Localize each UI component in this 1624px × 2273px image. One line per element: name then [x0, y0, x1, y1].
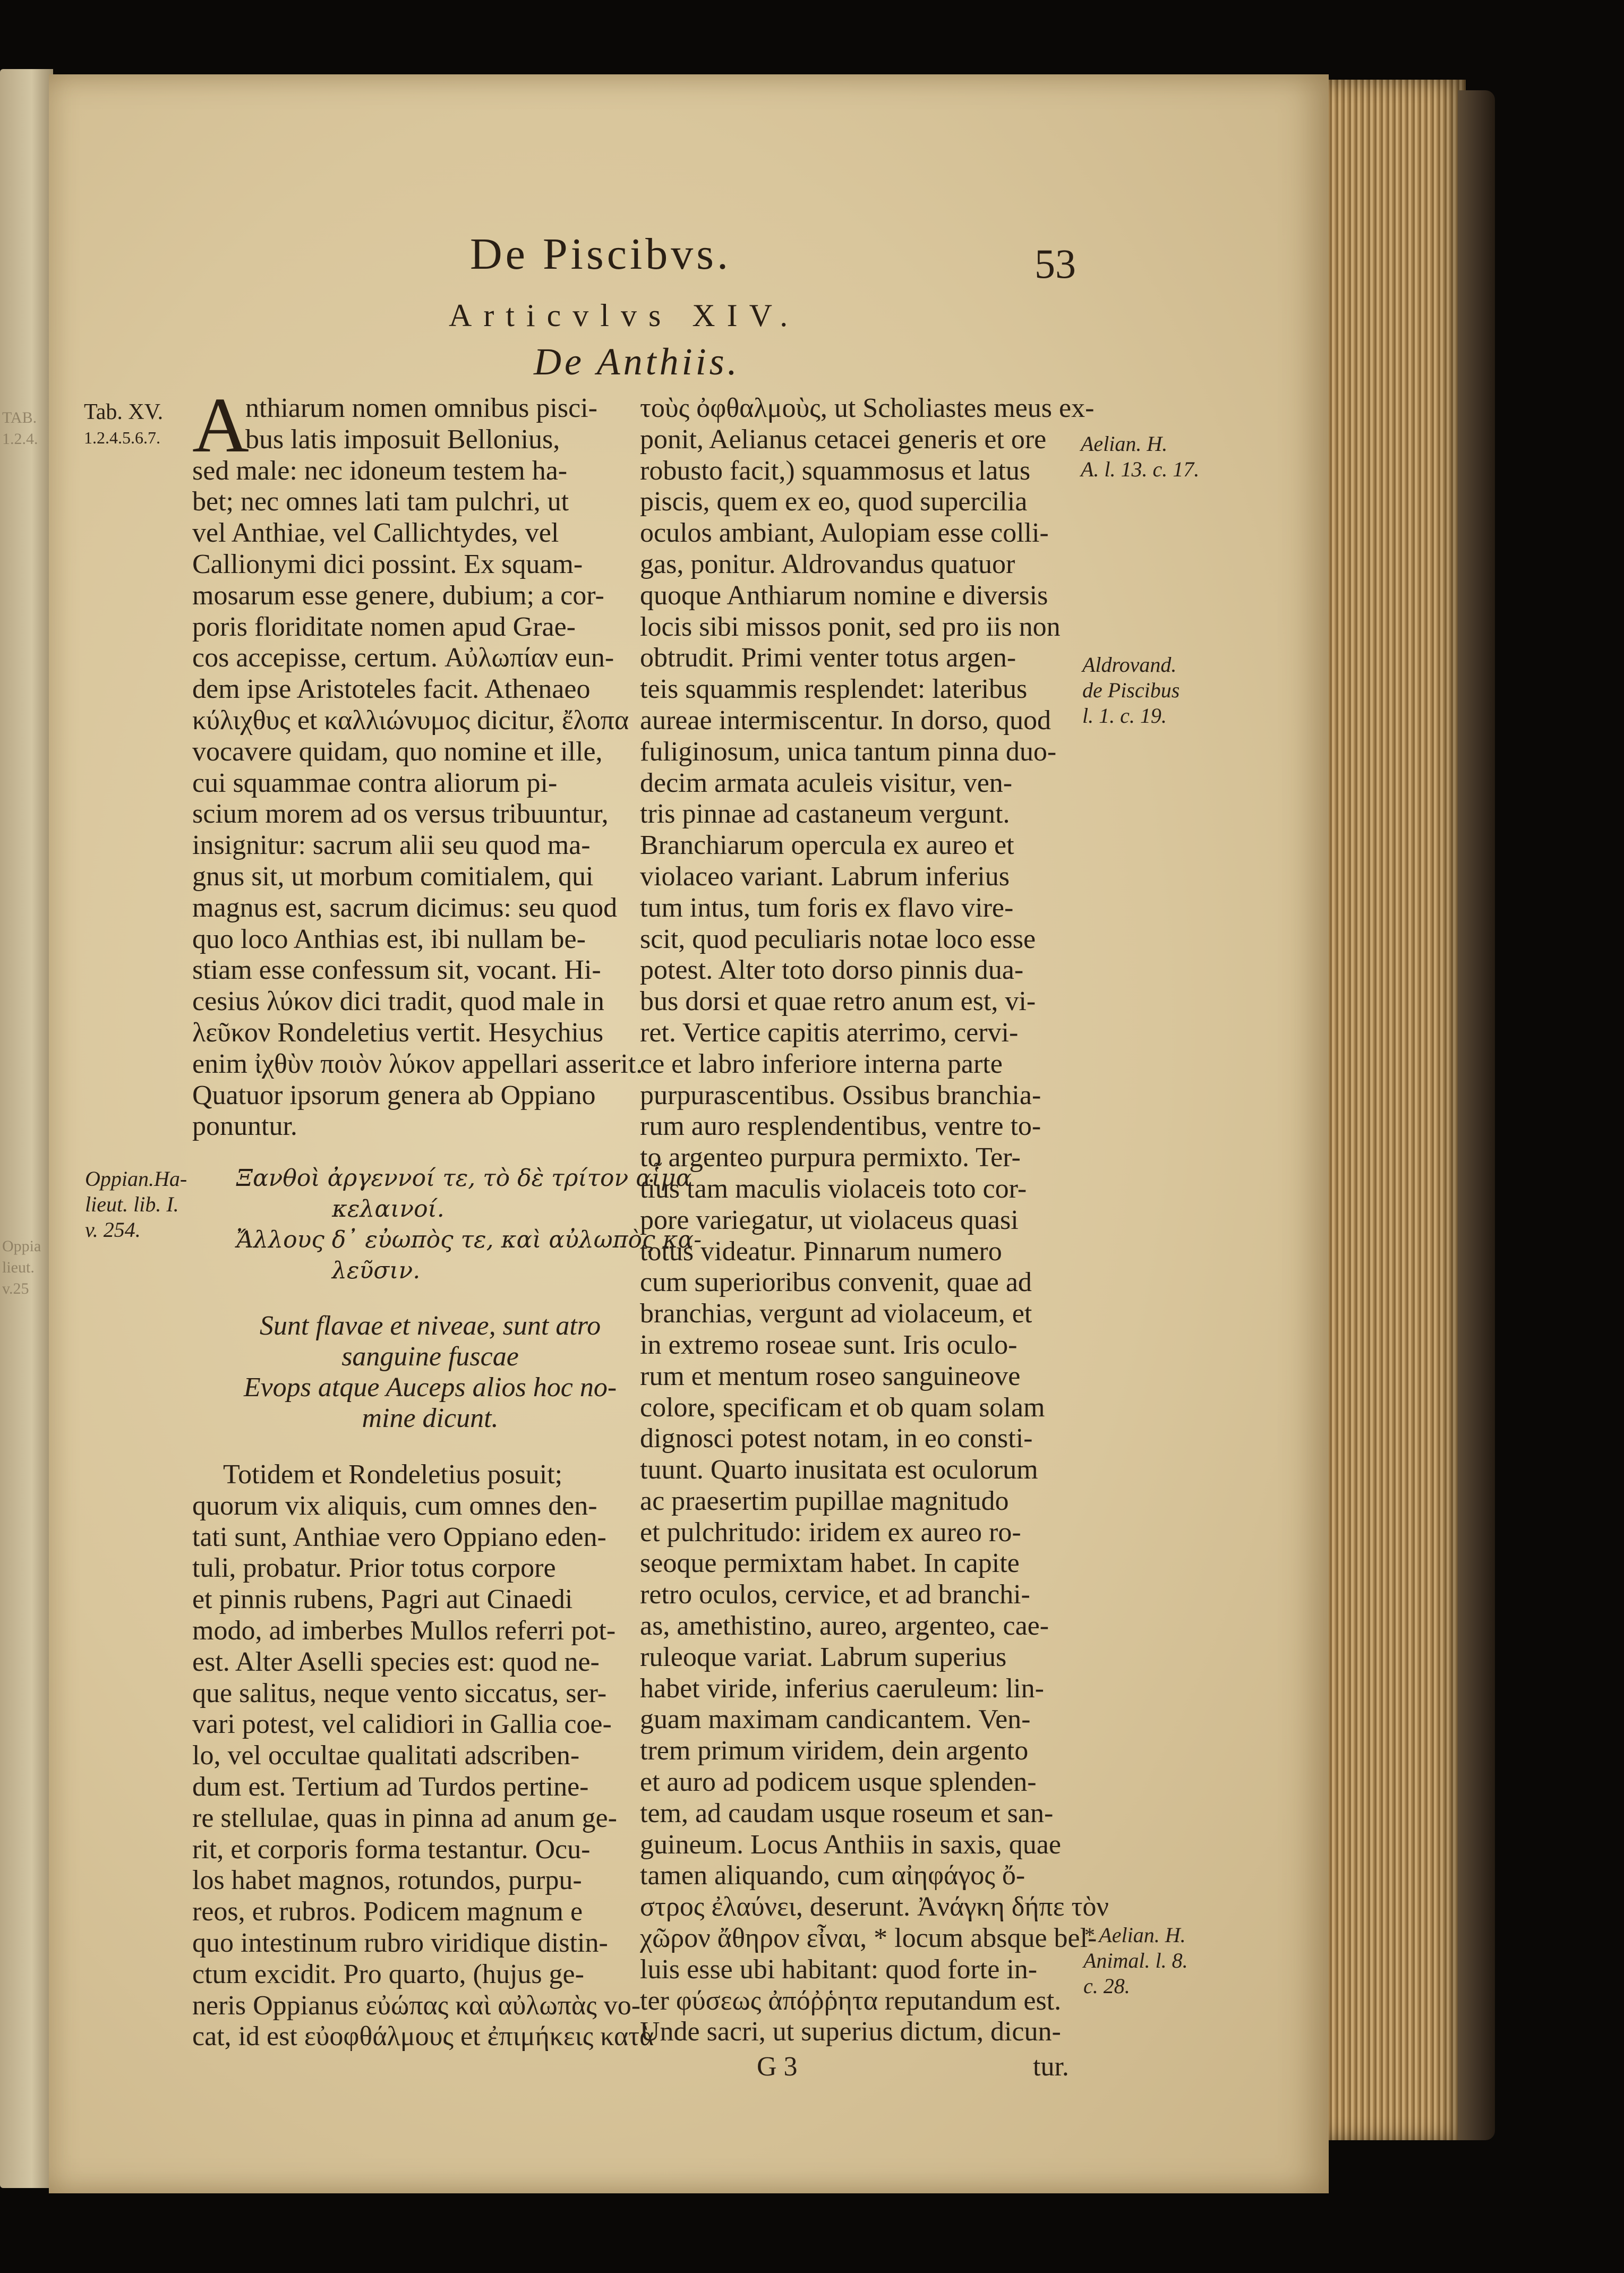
text-line: vocavere quidam, quo nomine et ille,: [192, 736, 603, 767]
text-line: bus dorsi et quae retro anum est, vi-: [640, 986, 1036, 1017]
text-line: re stellulae, quas in pinna ad anum ge-: [192, 1802, 617, 1833]
text-line: guam maximam candicantem. Ven-: [640, 1704, 1031, 1735]
text-line: tius tam maculis violaceis toto cor-: [640, 1173, 1027, 1204]
text-line: dum est. Tertium ad Turdos pertine-: [192, 1771, 589, 1802]
text-line: obtrudit. Primi venter totus argen-: [640, 643, 1016, 673]
text-line: as, amethistino, aureo, argenteo, cae-: [640, 1611, 1049, 1642]
text-line: colore, specificam et ob quam solam: [640, 1392, 1045, 1423]
left-page-fragment: TAB.: [2, 409, 37, 426]
text-line: neris Oppianus εὐώπας καὶ αὐλωπὰς vo-: [192, 1990, 641, 2021]
text-line: que salitus, neque vento siccatus, ser-: [192, 1678, 607, 1708]
text-line: cui squammae contra aliorum pi-: [192, 767, 558, 798]
margin-note-line: l. 1. c. 19.: [1082, 704, 1167, 728]
text-line: et pulchritudo: iridem ex aureo ro-: [640, 1517, 1021, 1548]
text-line: στρος ἐλαύνει, deserunt. Ἀνάγκη δήπε τὸν: [640, 1892, 1109, 1922]
text-line: modo, ad imberbes Mullos referri pot-: [192, 1615, 616, 1646]
text-line: piscis, quem ex eo, quod supercilia: [640, 486, 1028, 517]
text-line: cum superioribus convenit, quae ad: [640, 1267, 1032, 1298]
text-line: luis esse ubi habitant: quod forte in-: [640, 1954, 1038, 1985]
book-cover-edge: [1458, 90, 1495, 2140]
margin-note-line: Aldrovand.: [1082, 653, 1177, 677]
text-line: mosarum esse genere, dubium; a cor-: [192, 580, 604, 611]
text-line: et auro ad podicem usque splenden-: [640, 1767, 1037, 1798]
text-line: dem ipse Aristoteles facit. Athenaeo: [192, 674, 591, 705]
text-line: magnus est, sacrum dicimus: seu quod: [192, 892, 618, 923]
text-line: decim armata aculeis visitur, ven-: [640, 767, 1013, 798]
greek-verse: [236, 1163, 702, 1286]
text-line: tati sunt, Anthiae vero Oppiano eden-: [192, 1522, 606, 1552]
verse-line: Sunt flavae et niveae, sunt atro: [259, 1311, 601, 1341]
left-page-fragment: Oppia: [2, 1237, 41, 1255]
margin-note-line: * Aelian. H.: [1083, 1923, 1186, 1947]
column-right-text: [640, 393, 1109, 2048]
text-line: λεῦκον Rondeletius vertit. Hesychius: [192, 1017, 604, 1048]
text-line: Unde sacri, ut superius dictum, dicun-: [640, 2016, 1061, 2047]
margin-note-line: de Piscibus: [1082, 678, 1180, 702]
text-line: aureae intermiscentur. In dorso, quod: [640, 705, 1051, 736]
text-line: vari potest, vel calidiori in Gallia coe-: [192, 1709, 612, 1740]
margin-note-oppian: [85, 1166, 187, 1243]
text-line: cat, id est εὐοφθάλμους et ἐπιμήκεις κατὰ: [192, 2021, 654, 2052]
text-line: sed male: nec idoneum testem ha-: [192, 455, 568, 486]
margin-note-line: Oppian.Ha-: [85, 1167, 187, 1191]
text-line: tamen aliquando, cum αἰηφάγος ὄ-: [640, 1860, 1025, 1891]
text-line: tem, ad caudam usque roseum et san-: [640, 1798, 1054, 1828]
text-line: quo intestinum rubro viridique distin-: [192, 1927, 608, 1958]
left-page-fragment: 1.2.4.: [2, 430, 38, 448]
text-line: teis squammis resplendet: lateribus: [640, 674, 1028, 705]
text-line: trem primum viridem, dein argento: [640, 1736, 1029, 1766]
margin-note-line: c. 28.: [1083, 1974, 1130, 1998]
text-line: rum auro resplendentibus, ventre to-: [640, 1111, 1041, 1142]
text-line: scit, quod peculiaris notae loco esse: [640, 924, 1036, 954]
text-line: violaceo variant. Labrum inferius: [640, 861, 1010, 892]
section-subtitle: De Anthiis.: [534, 340, 740, 383]
text-line: quorum vix aliquis, cum omnes den-: [192, 1490, 597, 1521]
text-line: cesius λύκον dici tradit, quod male in: [192, 986, 604, 1017]
text-line: fuliginosum, unica tantum pinna duo-: [640, 736, 1057, 767]
text-line: tuli, probatur. Prior totus corpore: [192, 1553, 556, 1584]
margin-note-line: lieut. lib. I.: [85, 1192, 179, 1216]
latin-verse: [234, 1311, 627, 1434]
page-number: 53: [1035, 241, 1076, 287]
text-line: pore variegatur, ut violaceus quasi: [640, 1204, 1019, 1235]
margin-note-line: A. l. 13. c. 17.: [1081, 457, 1200, 481]
text-line: in extremo roseae sunt. Iris oculo-: [640, 1329, 1018, 1360]
margin-note-line: Animal. l. 8.: [1083, 1949, 1188, 1972]
verse-line: Ἄλλους δ᾽ εὐωπὸς τε, καὶ αὐλωπὸς κα-: [236, 1226, 702, 1253]
text-line: tris pinnae ad castaneum vergunt.: [640, 799, 1010, 830]
margin-note-tab-figures: 1.2.4.5.6.7.: [84, 428, 160, 447]
margin-note-line: Aelian. H.: [1081, 432, 1168, 456]
text-line: purpurascentibus. Ossibus branchia-: [640, 1080, 1041, 1110]
text-line: locis sibi missos ponit, sed pro iis non: [640, 611, 1061, 642]
text-line: ret. Vertice capitis aterrimo, cervi-: [640, 1017, 1019, 1048]
text-line: dignosci potest notam, in eo consti-: [640, 1423, 1033, 1454]
text-line: tuunt. Quarto inusitata est oculorum: [640, 1455, 1038, 1485]
verse-line: Evops atque Auceps alios hoc no-: [243, 1372, 617, 1403]
text-line: robusto facit,) squammosus et latus: [640, 455, 1031, 486]
text-line: oculos ambiant, Aulopiam esse colli-: [640, 518, 1049, 549]
margin-note-tab: Tab. XV.: [84, 400, 164, 424]
text-line: bus latis imposuit Bellonius,: [245, 424, 560, 455]
text-line: ruleoque variat. Labrum superius: [640, 1642, 1007, 1672]
text-line: κύλιχθυς et καλλιώνυμος dicitur, ἔλοπα: [192, 705, 629, 736]
text-line: vel Anthiae, vel Callichtydes, vel: [192, 518, 559, 549]
text-line: retro oculos, cervice, et ad branchi-: [640, 1579, 1030, 1610]
text-line: ce et labro inferiore interna parte: [640, 1048, 1003, 1079]
text-line: insignitur: sacrum alii seu quod ma-: [192, 830, 591, 861]
text-line: ponuntur.: [192, 1111, 297, 1142]
text-line: los habet magnos, rotundos, purpu-: [192, 1865, 582, 1896]
text-line: ponit, Aelianus cetacei generis et ore: [640, 424, 1047, 455]
text-line: Totidem et Rondeletius posuit;: [223, 1459, 563, 1490]
text-line: gas, ponitur. Aldrovandus quatuor: [640, 549, 1015, 579]
text-line: habet viride, inferius caeruleum: lin-: [640, 1673, 1044, 1704]
text-line: lo, vel occultae qualitati adscriben-: [192, 1740, 580, 1771]
text-line: ter φύσεως ἀπόῤῥητα reputandum est.: [640, 1985, 1062, 2016]
text-line: Quatuor ipsorum genera ab Oppiano: [192, 1080, 596, 1110]
text-line: ctum excidit. Pro quarto, (hujus ge-: [192, 1959, 584, 1989]
text-line: poris floriditate nomen apud Grae-: [192, 611, 576, 642]
text-line: bet; nec omnes lati tam pulchri, ut: [192, 486, 569, 517]
text-line: est. Alter Aselli species est: quod ne-: [192, 1646, 600, 1677]
text-line: branchias, vergunt ad violaceum, et: [640, 1298, 1032, 1329]
left-page-fragment: lieut.: [2, 1259, 35, 1276]
catchword: tur.: [1033, 2052, 1069, 2082]
text-line: potest. Alter toto dorso pinnis dua-: [640, 955, 1024, 986]
text-line: reos, et rubros. Podicem magnum e: [192, 1896, 583, 1927]
margin-note-line: v. 254.: [85, 1218, 141, 1242]
text-line: rum et mentum roseo sanguineove: [640, 1361, 1021, 1391]
column-left-text-continued: [192, 1459, 654, 2053]
text-line: gnus sit, ut morbum comitialem, qui: [192, 861, 594, 892]
text-line: enim ἰχθὺν ποιὸν λύκον appellari asserit.: [192, 1048, 643, 1079]
text-line: rit, et corporis forma testantur. Ocu-: [192, 1834, 591, 1865]
drop-cap: A: [192, 382, 249, 469]
verse-line: mine dicunt.: [362, 1403, 499, 1433]
verse-line: λεῦσιν.: [332, 1257, 421, 1284]
verse-line: sanguine fuscae: [341, 1341, 519, 1372]
text-line: to argenteo purpura permixto. Ter-: [640, 1142, 1021, 1173]
previous-page-edge: [0, 69, 53, 2188]
text-line: Branchiarum opercula ex aureo et: [640, 830, 1014, 861]
text-line: ac praesertim pupillae magnitudo: [640, 1485, 1009, 1516]
text-line: seoque permixtam habet. In capite: [640, 1548, 1020, 1579]
verse-line: Ξανθοὶ ἀργεννοί τε, τὸ δὲ τρίτον αἷμα: [236, 1165, 692, 1192]
text-line: quoque Anthiarum nomine e diversis: [640, 580, 1048, 611]
book-fore-edge: [1317, 80, 1466, 2140]
text-line: quo loco Anthias est, ibi nullam be-: [192, 924, 586, 954]
text-line: Callionymi dici possint. Ex squam-: [192, 549, 583, 579]
text-line: guineum. Locus Anthiis in saxis, quae: [640, 1829, 1061, 1860]
text-line: tum intus, tum foris ex flavo vire-: [640, 892, 1014, 923]
text-line: τοὺς ὀφθαλμοὺς, ut Scholiastes meus ex-: [640, 393, 1095, 423]
article-heading: Articvlvs XIV.: [449, 298, 800, 333]
text-line: scium morem ad os versus tribuuntur,: [192, 799, 609, 830]
text-line: et pinnis rubens, Pagri aut Cinaedi: [192, 1584, 573, 1615]
signature-mark: G 3: [757, 2052, 798, 2082]
text-line: totus videatur. Pinnarum numero: [640, 1236, 1002, 1267]
running-title: De Piscibvs.: [470, 229, 731, 279]
verse-line: κελαινοί.: [332, 1195, 445, 1223]
left-page-fragment: v.25: [2, 1280, 29, 1297]
text-line: nthiarum nomen omnibus pisci-: [245, 393, 597, 423]
text-line: cos accepisse, certum. Αὐλωπίαν eun-: [192, 643, 614, 673]
text-line: χῶρον ἄθηρον εἶναι, * locum absque bel-: [640, 1923, 1097, 1954]
text-line: stiam esse confessum sit, vocant. Hi-: [192, 955, 601, 986]
column-left-text: [192, 382, 643, 1142]
